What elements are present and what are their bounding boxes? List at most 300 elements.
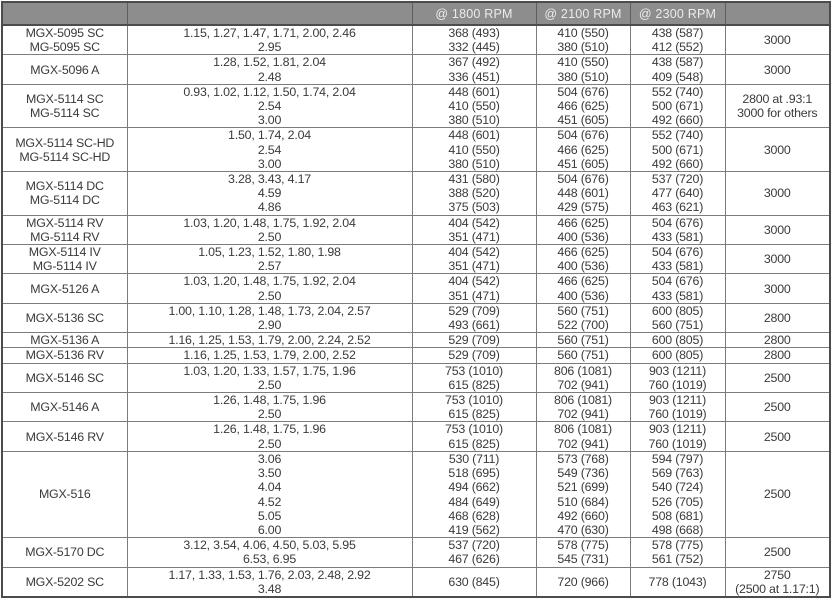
- cell-line: MG-5114 RV: [30, 229, 100, 244]
- cell-line: 466 (625): [557, 215, 609, 230]
- power-1800-cell: [412, 25, 536, 55]
- cell-line: 2.95: [257, 40, 282, 55]
- power-2100-cell: [536, 84, 630, 128]
- cell-line: 537 (720): [448, 538, 500, 553]
- cell-line: 760 (1019): [648, 377, 707, 392]
- max-rpm-cell: [725, 84, 830, 128]
- cell-line: 578 (775): [651, 538, 704, 553]
- cell-line: 410 (550): [557, 55, 609, 70]
- cell-line: 3000 for others: [737, 106, 818, 121]
- ratios-cell: [127, 363, 412, 392]
- ratios-cell: [127, 451, 412, 537]
- power-1800-cell: [412, 55, 536, 84]
- cell-line: 404 (542): [448, 274, 500, 289]
- power-2300-cell: [630, 128, 725, 172]
- cell-line: 3.06: [257, 451, 282, 466]
- power-2300-cell: [630, 84, 725, 128]
- cell-line: 600 (805): [651, 333, 704, 348]
- cell-line: 526 (705): [651, 494, 704, 509]
- header-1800-rpm: @ 1800 RPM: [412, 2, 536, 25]
- header-model: [2, 2, 127, 25]
- power-2100-cell: [536, 245, 630, 274]
- cell-line: 529 (709): [448, 333, 500, 348]
- ratios-cell: [127, 25, 412, 55]
- power-1800-cell: [412, 274, 536, 303]
- cell-line: 573 (768): [557, 451, 609, 466]
- cell-line: 400 (536): [557, 259, 609, 274]
- cell-line: 2750: [763, 567, 791, 582]
- cell-line: 2.50: [257, 407, 282, 422]
- cell-line: 2800 at .93:1: [742, 91, 813, 106]
- cell-line: 753 (1010): [445, 363, 503, 378]
- power-1800-cell: [412, 567, 536, 597]
- power-2100-cell: [536, 451, 630, 537]
- header-2300-rpm: @ 2300 RPM: [630, 2, 725, 25]
- cell-line: 438 (587): [651, 26, 704, 40]
- table-row: [2, 363, 830, 392]
- cell-line: MGX-5114 SC: [26, 91, 104, 106]
- ratios-cell: [127, 84, 412, 128]
- cell-line: 380 (510): [557, 69, 609, 84]
- max-rpm-cell: [725, 245, 830, 274]
- cell-line: 3000: [763, 142, 791, 157]
- cell-line: 380 (510): [448, 156, 500, 171]
- power-2100-cell: [536, 55, 630, 84]
- cell-line: 492 (660): [557, 508, 609, 523]
- cell-line: 448 (601): [448, 84, 500, 99]
- power-2100-cell: [536, 25, 630, 55]
- cell-line: MGX-5136 A: [30, 333, 100, 348]
- table-row: [2, 215, 830, 244]
- cell-line: MGX-5136 SC: [25, 310, 104, 325]
- ratios-cell: [127, 245, 412, 274]
- max-rpm-cell: [725, 567, 830, 597]
- cell-line: 2.90: [257, 318, 282, 333]
- table-row: [2, 451, 830, 537]
- power-1800-cell: [412, 348, 536, 363]
- cell-line: 484 (649): [448, 494, 500, 509]
- power-2300-cell: [630, 538, 725, 567]
- table-row: [2, 422, 830, 451]
- cell-line: 1.00, 1.10, 1.28, 1.48, 1.73, 2.04, 2.57: [168, 303, 371, 318]
- cell-line: 552 (740): [651, 84, 704, 99]
- cell-line: MGX-5146 RV: [25, 429, 104, 444]
- table-row: [2, 25, 830, 55]
- ratios-cell: [127, 538, 412, 567]
- power-2300-cell: [630, 303, 725, 332]
- table-row: [2, 55, 830, 84]
- table-row: [2, 274, 830, 303]
- cell-line: 630 (845): [448, 574, 500, 589]
- cell-line: 1.03, 1.20, 1.33, 1.57, 1.75, 1.96: [183, 363, 356, 378]
- header-max-rpm: [725, 2, 830, 25]
- cell-line: MGX-5170 DC: [25, 545, 105, 560]
- cell-line: 600 (805): [651, 303, 704, 318]
- power-2100-cell: [536, 363, 630, 392]
- power-2300-cell: [630, 172, 725, 216]
- max-rpm-cell: [725, 128, 830, 172]
- max-rpm-cell: [725, 393, 830, 422]
- ratios-cell: [127, 128, 412, 172]
- model-cell: [2, 128, 127, 172]
- cell-line: 419 (562): [448, 522, 500, 537]
- cell-line: 522 (700): [557, 318, 609, 333]
- cell-line: 3.28, 3.43, 4.17: [228, 172, 311, 187]
- power-2100-cell: [536, 348, 630, 363]
- marine-gear-spec-table: [1, 1, 831, 598]
- model-cell: [2, 55, 127, 84]
- cell-line: 600 (805): [651, 348, 704, 363]
- cell-line: 466 (625): [557, 274, 609, 289]
- cell-line: 380 (510): [557, 40, 609, 55]
- cell-line: 560 (751): [651, 318, 704, 333]
- model-cell: [2, 303, 127, 332]
- cell-line: MGX-5126 A: [30, 281, 100, 296]
- ratios-cell: [127, 422, 412, 451]
- cell-line: 351 (471): [448, 288, 500, 303]
- cell-line: 545 (731): [557, 552, 609, 567]
- cell-line: 470 (630): [557, 522, 609, 537]
- power-2300-cell: [630, 245, 725, 274]
- power-2300-cell: [630, 393, 725, 422]
- model-cell: [2, 245, 127, 274]
- cell-line: 6.53, 6.95: [242, 552, 297, 567]
- cell-line: 400 (536): [557, 229, 609, 244]
- cell-line: 3000: [763, 252, 791, 267]
- power-1800-cell: [412, 84, 536, 128]
- ratios-cell: [127, 348, 412, 363]
- cell-line: 3.00: [257, 156, 282, 171]
- cell-line: 1.17, 1.33, 1.53, 1.76, 2.03, 2.48, 2.92: [168, 567, 371, 582]
- power-1800-cell: [412, 393, 536, 422]
- model-cell: [2, 538, 127, 567]
- model-cell: [2, 274, 127, 303]
- cell-line: 463 (621): [651, 200, 704, 215]
- model-cell: [2, 215, 127, 244]
- max-rpm-cell: [725, 538, 830, 567]
- cell-line: 1.15, 1.27, 1.47, 1.71, 2.00, 2.46: [183, 26, 356, 40]
- header-ratios: [127, 2, 412, 25]
- ratios-cell: [127, 567, 412, 597]
- cell-line: 492 (660): [651, 156, 704, 171]
- ratios-cell: [127, 215, 412, 244]
- cell-line: 504 (676): [557, 128, 609, 143]
- model-cell: [2, 363, 127, 392]
- cell-line: 504 (676): [651, 245, 704, 260]
- header-row: [2, 2, 830, 25]
- cell-line: 504 (676): [557, 84, 609, 99]
- power-1800-cell: [412, 538, 536, 567]
- max-rpm-cell: [725, 303, 830, 332]
- cell-line: 375 (503): [448, 200, 500, 215]
- cell-line: 467 (626): [448, 552, 500, 567]
- ratios-cell: [127, 393, 412, 422]
- cell-line: 2.57: [257, 259, 282, 274]
- cell-line: 3.50: [257, 466, 282, 481]
- model-cell: [2, 451, 127, 537]
- max-rpm-cell: [725, 451, 830, 537]
- cell-line: 367 (492): [448, 55, 500, 70]
- power-2300-cell: [630, 348, 725, 363]
- cell-line: MGX-5114 SC-HD: [15, 135, 115, 150]
- cell-line: 6.00: [257, 522, 282, 537]
- cell-line: 1.03, 1.20, 1.48, 1.75, 1.92, 2.04: [183, 215, 356, 230]
- cell-line: 4.86: [257, 200, 282, 215]
- ratios-cell: [127, 333, 412, 348]
- cell-line: 412 (552): [651, 40, 704, 55]
- cell-line: MG-5095 SC: [29, 40, 100, 55]
- cell-line: 2500: [763, 487, 791, 502]
- cell-line: 560 (751): [557, 348, 609, 363]
- cell-line: 504 (676): [651, 274, 704, 289]
- cell-line: 2.54: [257, 99, 282, 114]
- cell-line: 753 (1010): [445, 422, 503, 437]
- header-2100-rpm: @ 2100 RPM: [536, 2, 630, 25]
- cell-line: 351 (471): [448, 259, 500, 274]
- cell-line: 466 (625): [557, 99, 609, 114]
- power-2100-cell: [536, 172, 630, 216]
- model-cell: [2, 84, 127, 128]
- table-row: [2, 567, 830, 597]
- cell-line: MG-5114 SC: [30, 106, 100, 121]
- cell-line: 433 (581): [651, 229, 704, 244]
- cell-line: MGX-5095 SC: [25, 26, 104, 40]
- cell-line: 466 (625): [557, 245, 609, 260]
- cell-line: 404 (542): [448, 215, 500, 230]
- cell-line: 2.50: [257, 436, 282, 451]
- table-row: [2, 128, 830, 172]
- cell-line: 498 (668): [651, 522, 704, 537]
- cell-line: 2500: [763, 370, 791, 385]
- table-row: [2, 393, 830, 422]
- cell-line: 3000: [763, 33, 791, 48]
- power-1800-cell: [412, 215, 536, 244]
- cell-line: 1.26, 1.48, 1.75, 1.96: [213, 393, 326, 408]
- cell-line: 332 (445): [448, 40, 500, 55]
- power-2300-cell: [630, 25, 725, 55]
- table-row: [2, 172, 830, 216]
- cell-line: MGX-5146 SC: [25, 370, 104, 385]
- cell-line: 2.50: [257, 229, 282, 244]
- cell-line: 494 (662): [448, 480, 500, 495]
- cell-line: 448 (601): [448, 128, 500, 143]
- power-2100-cell: [536, 567, 630, 597]
- power-2100-cell: [536, 274, 630, 303]
- ratios-cell: [127, 55, 412, 84]
- cell-line: 518 (695): [448, 466, 500, 481]
- cell-line: 903 (1211): [648, 393, 706, 408]
- cell-line: 561 (752): [651, 552, 704, 567]
- cell-line: MGX-5146 A: [30, 400, 100, 415]
- power-1800-cell: [412, 172, 536, 216]
- cell-line: 2800: [763, 333, 791, 348]
- cell-line: 451 (605): [557, 113, 609, 128]
- power-1800-cell: [412, 422, 536, 451]
- cell-line: 1.03, 1.20, 1.48, 1.75, 1.92, 2.04: [183, 274, 356, 289]
- cell-line: MG-5114 SC-HD: [19, 149, 111, 164]
- cell-line: 2.54: [257, 142, 282, 157]
- cell-line: 702 (941): [557, 436, 609, 451]
- power-2300-cell: [630, 451, 725, 537]
- power-2300-cell: [630, 567, 725, 597]
- cell-line: MGX-516: [38, 487, 91, 502]
- cell-line: 477 (640): [651, 186, 704, 201]
- model-cell: [2, 172, 127, 216]
- table-row: [2, 84, 830, 128]
- model-cell: [2, 567, 127, 597]
- cell-line: 1.28, 1.52, 1.81, 2.04: [213, 55, 326, 70]
- model-cell: [2, 333, 127, 348]
- power-2100-cell: [536, 422, 630, 451]
- cell-line: 615 (825): [448, 407, 500, 422]
- cell-line: 500 (671): [651, 142, 704, 157]
- cell-line: 433 (581): [651, 288, 704, 303]
- cell-line: 702 (941): [557, 377, 609, 392]
- cell-line: 448 (601): [557, 186, 609, 201]
- cell-line: 508 (681): [651, 508, 704, 523]
- max-rpm-cell: [725, 55, 830, 84]
- cell-line: 3.48: [257, 581, 282, 596]
- cell-line: 549 (736): [557, 466, 609, 481]
- cell-line: 537 (720): [651, 172, 704, 187]
- max-rpm-cell: [725, 172, 830, 216]
- cell-line: 504 (676): [651, 215, 704, 230]
- cell-line: 1.16, 1.25, 1.53, 1.79, 2.00, 2.24, 2.52: [168, 333, 371, 348]
- cell-line: 778 (1043): [648, 574, 707, 589]
- power-1800-cell: [412, 303, 536, 332]
- table-row: [2, 348, 830, 363]
- cell-line: 3000: [763, 186, 791, 201]
- cell-line: MG-5114 IV: [32, 259, 97, 274]
- cell-line: 560 (751): [557, 303, 609, 318]
- spec-table-body: [2, 25, 830, 597]
- cell-line: 1.50, 1.74, 2.04: [228, 128, 311, 143]
- table-row: [2, 538, 830, 567]
- power-1800-cell: [412, 128, 536, 172]
- cell-line: 4.04: [257, 480, 282, 495]
- table-header: [2, 2, 830, 25]
- cell-line: MGX-5114 IV: [28, 245, 101, 260]
- cell-line: 380 (510): [448, 113, 500, 128]
- cell-line: 410 (550): [448, 142, 500, 157]
- cell-line: 2.50: [257, 377, 282, 392]
- power-2100-cell: [536, 333, 630, 348]
- cell-line: 2800: [763, 310, 791, 325]
- cell-line: 521 (699): [557, 480, 609, 495]
- table-row: [2, 245, 830, 274]
- cell-line: 3.00: [257, 113, 282, 128]
- cell-line: 1.16, 1.25, 1.53, 1.79, 2.00, 2.52: [183, 348, 356, 363]
- cell-line: 2500: [763, 400, 791, 415]
- cell-line: 594 (797): [651, 451, 704, 466]
- ratios-cell: [127, 274, 412, 303]
- cell-line: 410 (550): [448, 99, 500, 114]
- cell-line: 2500: [763, 545, 791, 560]
- cell-line: 578 (775): [557, 538, 609, 553]
- cell-line: 500 (671): [651, 99, 704, 114]
- cell-line: 438 (587): [651, 55, 704, 70]
- max-rpm-cell: [725, 274, 830, 303]
- ratios-cell: [127, 303, 412, 332]
- max-rpm-cell: [725, 25, 830, 55]
- power-2300-cell: [630, 333, 725, 348]
- cell-line: 552 (740): [651, 128, 704, 143]
- cell-line: 903 (1211): [648, 422, 706, 437]
- cell-line: MGX-5114 DC: [25, 179, 104, 194]
- power-2300-cell: [630, 215, 725, 244]
- cell-line: 466 (625): [557, 142, 609, 157]
- cell-line: 806 (1081): [554, 422, 612, 437]
- cell-line: 3000: [763, 62, 791, 77]
- cell-line: 3000: [763, 222, 791, 237]
- model-cell: [2, 348, 127, 363]
- cell-line: 504 (676): [557, 172, 609, 187]
- cell-line: 409 (548): [651, 69, 704, 84]
- cell-line: MG-5114 DC: [29, 193, 100, 208]
- cell-line: MGX-5136 RV: [25, 348, 104, 363]
- table-row: [2, 333, 830, 348]
- power-1800-cell: [412, 245, 536, 274]
- power-2300-cell: [630, 422, 725, 451]
- cell-line: 529 (709): [448, 303, 500, 318]
- cell-line: 468 (628): [448, 508, 500, 523]
- cell-line: 4.59: [257, 186, 282, 201]
- cell-line: 400 (536): [557, 288, 609, 303]
- cell-line: 702 (941): [557, 407, 609, 422]
- cell-line: 1.05, 1.23, 1.52, 1.80, 1.98: [198, 245, 341, 260]
- max-rpm-cell: [725, 348, 830, 363]
- cell-line: 529 (709): [448, 348, 500, 363]
- power-2100-cell: [536, 215, 630, 244]
- cell-line: 540 (724): [651, 480, 704, 495]
- power-2100-cell: [536, 303, 630, 332]
- cell-line: 3000: [763, 281, 791, 296]
- max-rpm-cell: [725, 422, 830, 451]
- cell-line: 4.52: [257, 494, 282, 509]
- cell-line: MGX-5202 SC: [25, 574, 104, 589]
- ratios-cell: [127, 172, 412, 216]
- cell-line: 404 (542): [448, 245, 500, 260]
- cell-line: 1.26, 1.48, 1.75, 1.96: [213, 422, 326, 437]
- cell-line: 431 (580): [448, 172, 500, 187]
- cell-line: 760 (1019): [648, 436, 707, 451]
- cell-line: MGX-5096 A: [30, 62, 100, 77]
- cell-line: 351 (471): [448, 229, 500, 244]
- cell-line: 530 (711): [448, 451, 500, 466]
- cell-line: 433 (581): [651, 259, 704, 274]
- max-rpm-cell: [725, 215, 830, 244]
- power-2100-cell: [536, 393, 630, 422]
- cell-line: 569 (763): [651, 466, 704, 481]
- cell-line: 903 (1211): [648, 363, 706, 378]
- cell-line: 720 (966): [557, 574, 609, 589]
- cell-line: 2.50: [257, 288, 282, 303]
- cell-line: 2.48: [257, 69, 282, 84]
- power-2300-cell: [630, 55, 725, 84]
- model-cell: [2, 25, 127, 55]
- cell-line: (2500 at 1.17:1): [735, 581, 820, 596]
- power-2100-cell: [536, 538, 630, 567]
- max-rpm-cell: [725, 363, 830, 392]
- cell-line: 760 (1019): [648, 407, 707, 422]
- cell-line: 368 (493): [448, 26, 500, 40]
- cell-line: 615 (825): [448, 436, 500, 451]
- cell-line: 410 (550): [557, 26, 609, 40]
- cell-line: 806 (1081): [554, 363, 612, 378]
- power-1800-cell: [412, 333, 536, 348]
- cell-line: 0.93, 1.02, 1.12, 1.50, 1.74, 2.04: [183, 84, 356, 99]
- cell-line: MGX-5114 RV: [26, 215, 104, 230]
